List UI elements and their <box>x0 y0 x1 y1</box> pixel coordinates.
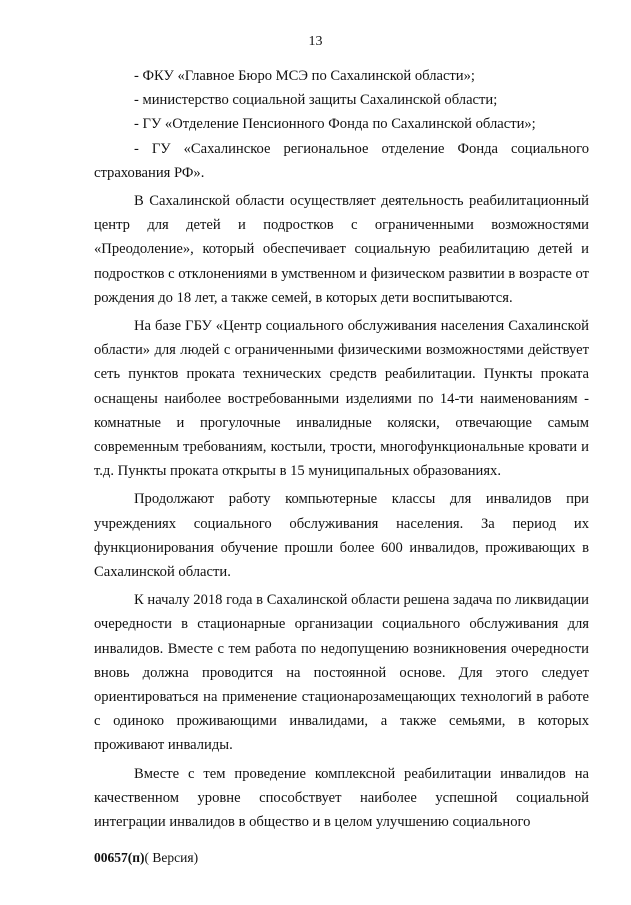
list-item-pension-fund: - ГУ «Отделение Пенсионного Фонда по Сахалинской области»; <box>134 116 536 133</box>
paragraph-rental-points: На базе ГБУ «Центр социального обслуживания населения Сахалинской области» для людей с ограниченными физическими возможностями действует сеть пунктов проката технических средств реабилитации. Пункты проката оснащены наиболее востребованными изделиями по 14-ти наименованиям - комнатные и прогулочные инвалидные коляски, отвечающие самым современным требованиям, костыли, трости, многофункциональные кровати и т.д. Пункты проката открыты в 15 муниципальных образованиях. <box>94 318 589 480</box>
page-number: 13 <box>308 34 323 49</box>
paragraph-computer-classes: Продолжают работу компьютерные классы для инвалидов при учреждениях социального обслуживания населения. За период их функционирования обучение прошли более 600 инвалидов, проживающих в Сахалинской области. <box>94 491 589 581</box>
paragraph-rehab-center: В Сахалинской области осуществляет деятельность реабилитационный центр для детей и подростков с ограниченными возможностями «Преодоление», который обеспечивает социальную реабилитацию детей и подростков с отклонениями в умственном и физическом развитии в возрасте от рождения до 18 лет, а также семей, в которых дети воспитываются. <box>94 193 589 306</box>
list-item-social-insurance-fund: - ГУ «Сахалинское региональное отделение Фонда социального страхования РФ». <box>94 140 589 181</box>
paragraph-complex-rehabilitation: Вместе с тем проведение комплексной реабилитации инвалидов на качественном уровне способствует наиболее успешной социальной интеграции инвалидов в общество и в целом улучшению социального <box>94 765 589 831</box>
document-code: 00657(п) <box>94 850 145 865</box>
list-item-ministry: - министерство социальной защиты Сахалинской области; <box>134 92 498 109</box>
footer-document-code <box>94 850 198 866</box>
list-item-fku-mse: - ФКУ «Главное Бюро МСЭ по Сахалинской области»; <box>134 68 475 84</box>
document-body <box>94 64 589 834</box>
document-version: ( Версия) <box>144 850 199 865</box>
paragraph-queue-elimination: К началу 2018 года в Сахалинской области решена задача по ликвидации очередности в стационарные организации социального обслуживания для инвалидов. Вместе с тем работа по недопущению возникновения очередности вновь должна проводится на постоянной основе. Для этого следует ориентироваться на применение стационарозамещающих технологий в работе с одиноко проживающими инвалидами, а также семьями, в которых проживают инвалиды. <box>94 592 589 754</box>
